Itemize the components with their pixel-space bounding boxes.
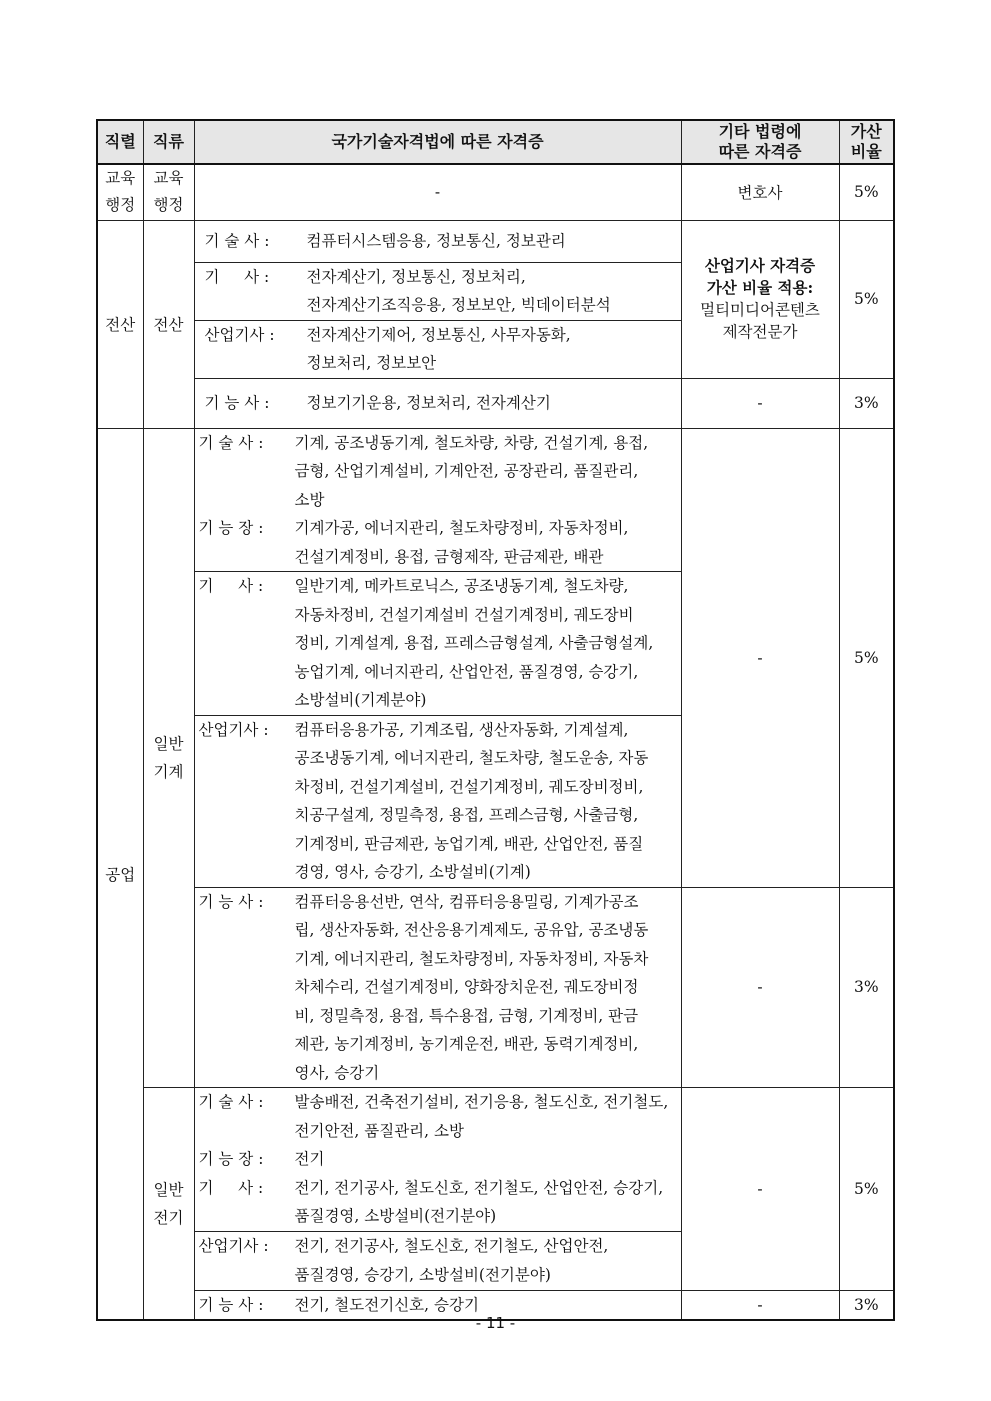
gigye-rate-2: 3% (839, 887, 894, 1088)
qual-label: 기 술 사 : (204, 231, 270, 250)
qual-value: 전기 (294, 1150, 325, 1168)
jeongi-block-1 (194, 1088, 681, 1232)
qual-value: 전기, 철도전기신호, 승강기 (294, 1295, 479, 1314)
gigye-jikryu (143, 428, 194, 1088)
jeonsan-gisa (194, 262, 681, 320)
edu-jikryu-line1: 교육 (153, 169, 184, 188)
jeongi-jikryu (143, 1088, 194, 1321)
qual-label: 산업기사 : (198, 1237, 269, 1255)
gongeop-jikryeol: 공업 (97, 428, 143, 1320)
qualification-table (96, 119, 895, 1321)
gigye-block-1 (194, 428, 681, 572)
gigye-other-2: - (681, 887, 839, 1088)
qual-value: 전자계산기제어, 정보통신, 사무자동화, 정보처리, 정보보안 (306, 325, 571, 372)
qual-label: 기 능 사 : (204, 393, 270, 412)
gigye-jikryu-line2: 기계 (153, 762, 184, 781)
jeongi-block-2 (194, 1231, 681, 1290)
qual-label: 산업기사 : (204, 325, 275, 344)
qual-value: 일반기계, 메카트로닉스, 공조냉동기계, 철도차량, 자동차정비, 건설기계설비 건설기계정비, 궤도장비 정비, 기계설계, 용접, 프레스금형설계, 사출금형설계, 농업기계, 에너지관리, 산업안전, 품질경영, 승강기, 소방설비(기계분야) (294, 577, 654, 709)
qual-value: 전자계산기, 정보통신, 정보처리, 전자계산기조직응용, 정보보안, 빅데이터분석 (306, 267, 611, 314)
header-jikryu: 직류 (143, 120, 194, 164)
qual-value: 컴퓨터응용선반, 연삭, 컴퓨터응용밀링, 기계가공조 립, 생산자동화, 전산응용기계제도, 공유압, 공조냉동 기계, 에너지관리, 철도차량정비, 자동차정비, 자동차 차체수리, 건설기계정비, 양화장치운전, 궤도장비정 비, 정밀측정, 용접, 특수용접, 금형, 기계정비, 판금 제관, 농기계정비, 농기계운전, 배관, 동력기계정비, 영사, 승강기 (294, 892, 649, 1082)
edu-jikryeol-line2: 행정 (105, 196, 136, 215)
gigye-block-2 (194, 572, 681, 716)
jeonsan-gineungsa (194, 378, 681, 428)
qual-label: 기 능 장 : (198, 1150, 264, 1168)
jeonsan-jikryeol: 전산 (97, 220, 143, 428)
gigye-block-4 (194, 887, 681, 1088)
qual-value: 발송배전, 건축전기설비, 전기응용, 철도신호, 전기철도, 전기안전, 품질관리, 소방 (294, 1093, 669, 1140)
jeongi-other-2: - (681, 1290, 839, 1320)
qual-value: 기계가공, 에너지관리, 철도차량정비, 자동차정비, 건설기계정비, 용접, 금형제작, 판금제관, 배관 (294, 519, 629, 566)
header-jikryeol: 직렬 (97, 120, 143, 164)
qual-value: 정보기기운용, 정보처리, 전자계산기 (306, 393, 551, 412)
header-other-line1: 기타 법령에 (718, 122, 802, 141)
jeonsan-saneopgisa (194, 320, 681, 378)
qual-label: 기 사 : (204, 267, 270, 286)
jeonsan-gisulsa (194, 220, 681, 262)
gigye-row-1 (97, 428, 894, 572)
jeonsan-other-line-4: 제작전문가 (722, 323, 798, 341)
jeonsan-other-2: - (681, 378, 839, 428)
edu-rate: 5% (839, 164, 894, 220)
qual-value: 컴퓨터응용가공, 기계조립, 생산자동화, 기계설계, 공조냉동기계, 에너지관리, 철도차량, 철도운송, 자동 차정비, 건설기계설비, 건설기계정비, 궤도장비정비, 치공구설계, 정밀측정, 용접, 프레스금형, 사출금형, 기계정비, 판금제관, 농업기계, 배관, 산업안전, 품질 경영, 영사, 승강기, 소방설비(기계) (294, 720, 649, 881)
qual-label: 기 사 : (198, 1178, 264, 1197)
edu-jikryeol-line1: 교육 (105, 169, 136, 188)
edu-jikryu-line2: 행정 (153, 196, 184, 215)
jeongi-other-1: - (681, 1088, 839, 1291)
gigye-row-4 (97, 887, 894, 1088)
page-number: - 11 - (475, 1314, 516, 1332)
qual-label: 기 능 장 : (198, 519, 264, 537)
header-rate (839, 120, 894, 164)
gigye-jikryu-line1: 일반 (153, 734, 184, 753)
edu-national: - (194, 164, 681, 220)
qual-value: 컴퓨터시스템응용, 정보통신, 정보관리 (306, 231, 566, 250)
jeonsan-jikryu: 전산 (143, 220, 194, 428)
qual-label: 기 사 : (198, 577, 264, 595)
gigye-block-3 (194, 715, 681, 887)
edu-jikryu (143, 164, 194, 220)
header-rate-line2: 비율 (850, 142, 882, 161)
header-national: 국가기술자격법에 따른 자격증 (194, 120, 681, 164)
qual-label: 산업기사 : (198, 720, 269, 739)
qual-label: 기 능 사 : (198, 1295, 264, 1314)
qual-value: 전기, 전기공사, 철도신호, 전기철도, 산업안전, 승강기, 품질경영, 소방설비(전기분야) (294, 1178, 664, 1225)
jeongi-jikryu-line2: 전기 (153, 1208, 184, 1227)
qual-label: 기 술 사 : (198, 433, 264, 452)
jeongi-rate-2: 3% (839, 1290, 894, 1320)
edu-other: 변호사 (681, 164, 839, 220)
jeonsan-other-bold-2: 가산 비율 적용: (706, 278, 814, 297)
jeonsan-rate-1: 5% (839, 220, 894, 378)
header-row (97, 120, 894, 164)
qual-label: 기 능 사 : (198, 892, 264, 911)
header-other (681, 120, 839, 164)
jeonsan-other-line-3: 멀티미디어콘텐츠 (700, 301, 820, 319)
gigye-rate-1: 5% (839, 428, 894, 887)
gigye-other-1: - (681, 428, 839, 887)
edu-row (97, 164, 894, 220)
jeongi-jikryu-line1: 일반 (153, 1180, 184, 1199)
jeonsan-row-4 (97, 378, 894, 428)
header-other-line2: 따른 자격증 (718, 142, 802, 161)
header-rate-line1: 가산 (850, 122, 882, 141)
qual-label: 기 술 사 : (198, 1093, 264, 1111)
jeongi-rate-1: 5% (839, 1088, 894, 1291)
qual-value: 기계, 공조냉동기계, 철도차량, 차량, 건설기계, 용접, 금형, 산업기계설비, 기계안전, 공장관리, 품질관리, 소방 (294, 433, 649, 509)
edu-jikryeol (97, 164, 143, 220)
jeonsan-rate-2: 3% (839, 378, 894, 428)
qual-value: 전기, 전기공사, 철도신호, 전기철도, 산업안전, 품질경영, 승강기, 소방설비(전기분야) (294, 1237, 609, 1284)
jeonsan-other-bold-1: 산업기사 자격증 (704, 256, 816, 275)
jeonsan-row-1 (97, 220, 894, 262)
jeongi-row-1 (97, 1088, 894, 1232)
jeonsan-other (681, 220, 839, 378)
